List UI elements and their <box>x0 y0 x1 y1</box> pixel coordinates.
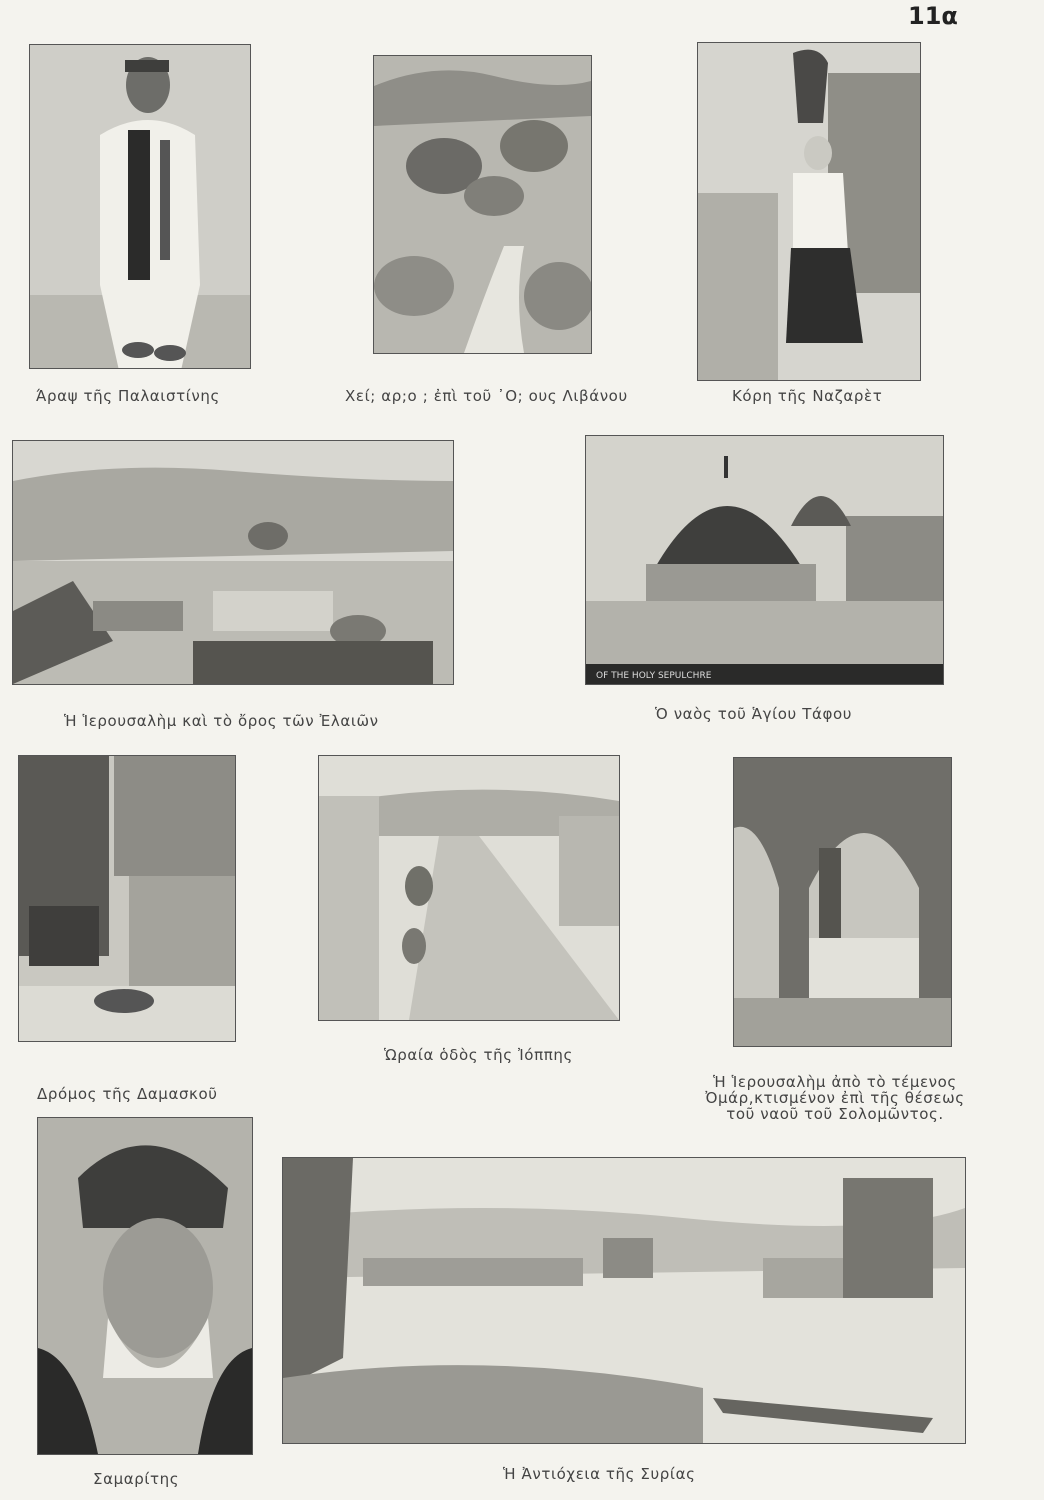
photo-temple-of-omar <box>733 757 952 1047</box>
photo-jerusalem-mount-of-olives <box>12 440 454 685</box>
caption-temple-of-omar <box>700 1074 970 1122</box>
caption-damascus-street: Δρόμος τῆς Δαμασκοῦ <box>37 1085 218 1103</box>
caption-joppa-street: Ὡραία ὁδὸς τῆς Ἰόππης <box>384 1046 573 1064</box>
photo-holy-sepulchre <box>585 435 944 685</box>
photo-damascus-street <box>18 755 236 1042</box>
caption-lebanon-stream: Χεί; αρ;ο ; ἐπὶ τοῦ ᾿Ο; ους Λιβάνου <box>345 387 628 405</box>
caption-antioch: Ἡ Ἀντιόχεια τῆς Συρίας <box>503 1465 696 1483</box>
caption-arab-of-palestine: Άραψ τῆς Παλαιστίνης <box>36 387 220 405</box>
page-number: 11α <box>908 2 958 30</box>
photo-lebanon-stream <box>373 55 592 354</box>
caption-line: Ὀμάρ,κτισμένον ἐπὶ τῆς θέσεως <box>705 1089 965 1107</box>
caption-samaritan: Σαμαρίτης <box>93 1470 180 1488</box>
caption-jerusalem-mount-of-olives: Ἡ Ἱερουσαλὴμ καὶ τὸ ὄρος τῶν Ἐλαιῶν <box>64 712 379 730</box>
photo-nazareth-girl <box>697 42 921 381</box>
caption-holy-sepulchre: Ὁ ναὸς τοῦ Ἁγίου Τάφου <box>655 705 853 723</box>
photo-samaritan <box>37 1117 253 1455</box>
photo-joppa-street <box>318 755 620 1021</box>
photo-arab-of-palestine <box>29 44 251 369</box>
caption-line: Ἡ Ἱερουσαλὴμ ἀπὸ τὸ τέμενος <box>713 1073 957 1091</box>
caption-line: τοῦ ναοῦ τοῦ Σολομῶντος. <box>726 1105 944 1123</box>
caption-nazareth-girl: Κόρη τῆς Ναζαρὲτ <box>732 387 883 405</box>
photo-inscription: OF THE HOLY SEPULCHRE <box>596 671 712 681</box>
photo-antioch <box>282 1157 966 1444</box>
